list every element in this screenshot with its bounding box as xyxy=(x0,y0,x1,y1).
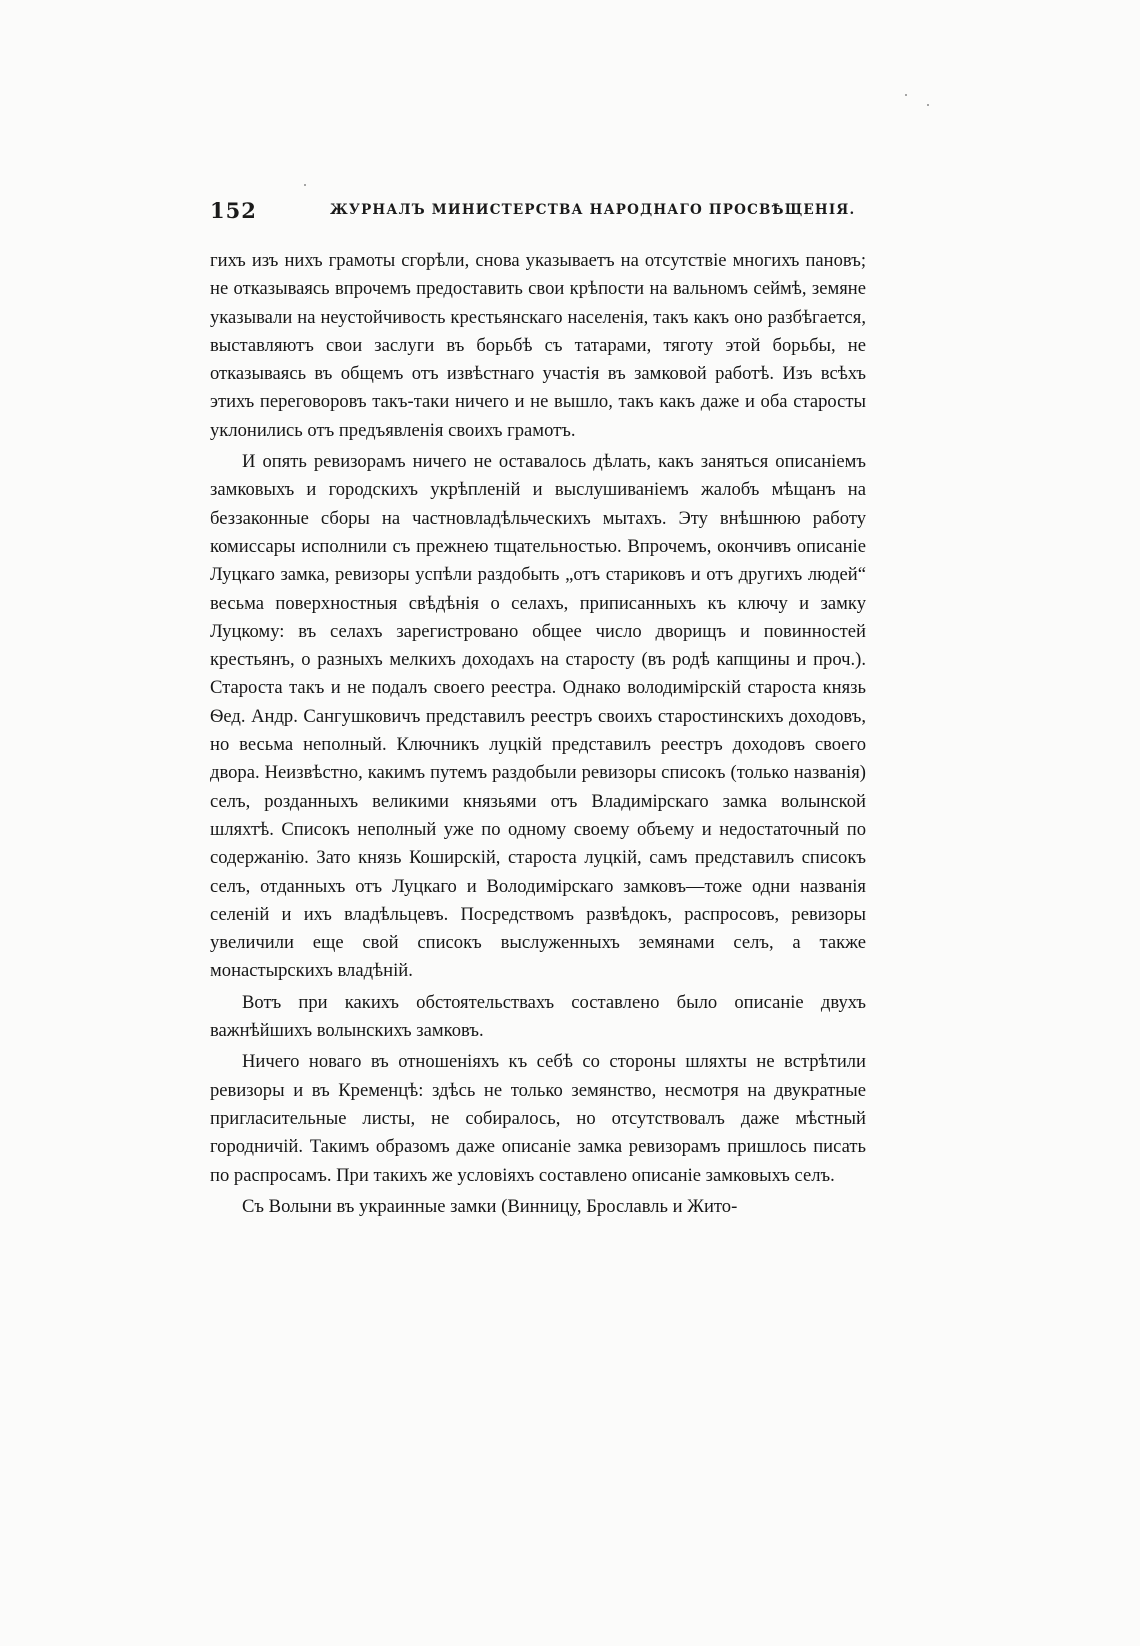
print-speck xyxy=(304,184,306,186)
paragraph: гихъ изъ нихъ грамоты сгорѣли, снова указываетъ на отсутствіе многихъ пановъ; не отказываясь впрочемъ предоставить свои крѣпости на вальномъ сеймѣ, земяне указывали на неустойчивость крестьянскаго населенія, такъ какъ оно разбѣгается, выставляютъ свои заслуги въ борьбѣ съ татарами, тяготу этой борьбы, не отказываясь въ общемъ отъ извѣстнаго участія въ замковой работѣ. Изъ всѣхъ этихъ переговоровъ такъ-таки ничего и не вышло, такъ какъ даже и оба старосты уклонились отъ предъявленія своихъ грамотъ. xyxy=(210,250,866,441)
page-number: 152 xyxy=(210,198,257,223)
paragraph: И опять ревизорамъ ничего не оставалось дѣлать, какъ заняться описаніемъ замковыхъ и городскихъ укрѣпленій и выслушиваніемъ жалобъ мѣщанъ на беззаконные сборы на частновладѣльческихъ мытахъ. Эту внѣшнюю работу комиссары исполнили съ прежнею тщательностью. Впрочемъ, окончивъ описаніе Луцкаго замка, ревизоры успѣли раздобыть „отъ стариковъ и отъ другихъ людей“ весьма поверхностныя свѣдѣнія о селахъ, приписанныхъ къ ключу и замку Луцкому: въ селахъ зарегистровано общее число дворищъ и повинностей крестьянъ, о разныхъ мелкихъ доходахъ на старосту (въ родѣ капщины и проч.). Староста такъ и не подалъ своего реестра. Однако володимірскій староста князь Ѳед. Андр. Сангушковичъ представилъ реестръ своихъ старостинскихъ доходовъ, но весьма неполный. Ключникъ луцкій представилъ реестръ доходовъ своего двора. Неизвѣстно, какимъ путемъ раздобыли ревизоры списокъ (только названія) селъ, розданныхъ великими князьями отъ Владимірскаго замка волынской шляхтѣ. Списокъ неполный уже по одному своему объему и недостаточный по содержанію. Зато князь Коширскій, староста луцкій, самъ представилъ списокъ селъ, отданныхъ отъ Луцкаго и Володимірскаго замковъ—тоже одни названія селеній и ихъ владѣльцевъ. Посредствомъ развѣдокъ, распросовъ, ревизоры увеличили еще свой списокъ выслуженныхъ земянами селъ, а также монастырскихъ владѣній. xyxy=(210,451,866,982)
journal-title: ЖУРНАЛЪ МИНИСТЕРСТВА НАРОДНАГО ПРОСВѢЩЕНІЯ. xyxy=(330,202,856,218)
body-text xyxy=(210,247,866,1224)
paragraph: Вотъ при какихъ обстоятельствахъ составлено было описаніе двухъ важнѣйшихъ волынскихъ замковъ. xyxy=(210,991,866,1042)
running-head xyxy=(210,198,866,228)
paragraph: Съ Волыни въ украинные замки (Винницу, Брославль и Жито- xyxy=(242,1195,738,1217)
paragraph: Ничего новаго въ отношеніяхъ къ себѣ со стороны шляхты не встрѣтили ревизоры и въ Кременцѣ: здѣсь не только земянство, несмотря на двукратные пригласительные листы, не собиралось, но отсутствовалъ даже мѣстный городничій. Такимъ образомъ даже описаніе замка ревизорамъ пришлось писать по распросамъ. При такихъ же условіяхъ составлено описаніе замковыхъ селъ. xyxy=(210,1051,866,1186)
print-speck xyxy=(905,94,907,96)
print-speck xyxy=(927,104,929,106)
